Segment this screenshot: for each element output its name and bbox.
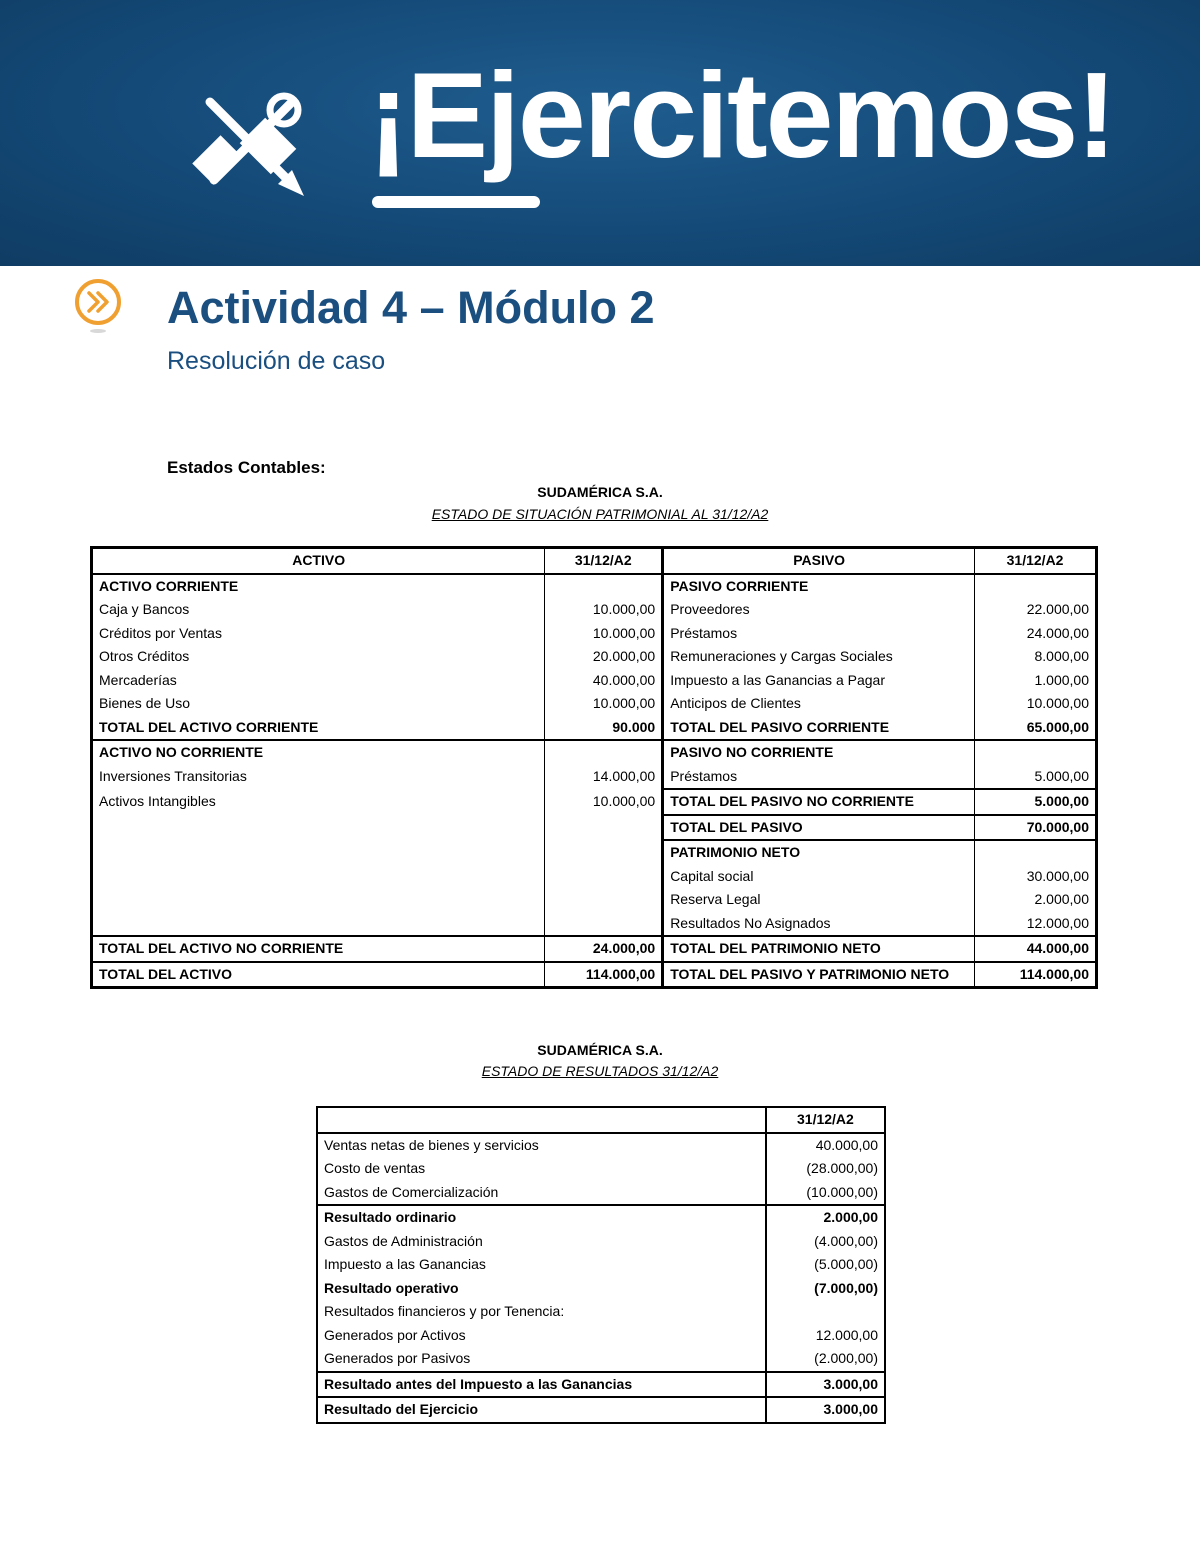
table-cell: Resultados financieros y por Tenencia: bbox=[317, 1300, 766, 1324]
table-cell: Impuesto a las Ganancias a Pagar bbox=[663, 669, 975, 693]
table-cell: (5.000,00) bbox=[814, 1256, 878, 1272]
table-cell: Capital social bbox=[663, 865, 975, 889]
table-cell: PATRIMONIO NETO bbox=[663, 840, 975, 865]
table-cell: Créditos por Ventas bbox=[92, 622, 545, 646]
section-label: Estados Contables: bbox=[167, 458, 326, 477]
table-row bbox=[92, 598, 1097, 622]
is-company: SUDAMÉRICA S.A. bbox=[537, 1042, 663, 1058]
table-cell: TOTAL DEL PASIVO Y PATRIMONIO NETO bbox=[663, 962, 975, 988]
table-cell: TOTAL DEL ACTIVO bbox=[92, 962, 545, 988]
table-cell bbox=[545, 865, 663, 889]
table-cell: Resultado ordinario bbox=[317, 1205, 766, 1230]
bs-company: SUDAMÉRICA S.A. bbox=[537, 484, 663, 500]
table-cell: 12.000,00 bbox=[815, 1326, 878, 1343]
table-cell: 40.000,00 bbox=[815, 1136, 878, 1153]
table-cell: TOTAL DEL ACTIVO CORRIENTE bbox=[92, 716, 545, 741]
table-cell: 2.000,00 bbox=[1034, 891, 1089, 907]
income-statement-table bbox=[316, 1106, 886, 1424]
table-cell bbox=[545, 740, 663, 765]
table-cell: Resultado antes del Impuesto a las Ganancias bbox=[317, 1372, 766, 1398]
table-row bbox=[92, 789, 1097, 815]
table-cell: Préstamos bbox=[663, 765, 975, 790]
table-cell: 90.000 bbox=[545, 716, 663, 741]
col-header: 31/12/A2 bbox=[545, 548, 663, 574]
bs-heading: ESTADO DE SITUACIÓN PATRIMONIAL AL 31/12/A2 bbox=[431, 506, 769, 522]
table-cell: Generados por Activos bbox=[317, 1324, 766, 1348]
table-cell: (2.000,00) bbox=[814, 1350, 878, 1366]
table-row bbox=[317, 1324, 885, 1348]
table-row bbox=[92, 574, 1097, 599]
table-cell bbox=[545, 888, 663, 912]
table-cell: 65.000,00 bbox=[975, 716, 1097, 741]
table-row bbox=[92, 692, 1097, 716]
table-row bbox=[92, 865, 1097, 889]
table-cell: 10.000,00 bbox=[545, 598, 663, 622]
table-cell: TOTAL DEL PASIVO bbox=[663, 815, 975, 841]
table-cell: ACTIVO CORRIENTE bbox=[92, 574, 545, 599]
banner bbox=[0, 0, 1200, 266]
col-header: PASIVO bbox=[663, 548, 975, 574]
balance-sheet-table bbox=[90, 546, 1098, 989]
table-cell: Impuesto a las Ganancias bbox=[317, 1253, 766, 1277]
table-row bbox=[92, 669, 1097, 693]
table-cell: Proveedores bbox=[663, 598, 975, 622]
table-cell: Activos Intangibles bbox=[92, 789, 545, 815]
table-cell: TOTAL DEL PASIVO CORRIENTE bbox=[663, 716, 975, 741]
col-header: 31/12/A2 bbox=[975, 548, 1097, 574]
table-cell: Reserva Legal bbox=[663, 888, 975, 912]
table-cell: 20.000,00 bbox=[545, 645, 663, 669]
table-cell bbox=[975, 740, 1097, 765]
table-cell bbox=[92, 840, 545, 865]
table-row bbox=[317, 1230, 885, 1254]
table-header-row bbox=[92, 548, 1097, 574]
table-cell: PASIVO NO CORRIENTE bbox=[663, 740, 975, 765]
table-cell: Mercaderías bbox=[92, 669, 545, 693]
table-row bbox=[317, 1277, 885, 1301]
table-row bbox=[317, 1253, 885, 1277]
table-row bbox=[92, 716, 1097, 741]
table-cell: 3.000,00 bbox=[766, 1397, 885, 1423]
col-header-blank bbox=[317, 1107, 766, 1133]
table-cell bbox=[545, 912, 663, 937]
table-cell: 3.000,00 bbox=[766, 1372, 885, 1398]
table-cell: 114.000,00 bbox=[545, 962, 663, 988]
table-row bbox=[317, 1133, 885, 1158]
table-cell: 5.000,00 bbox=[975, 789, 1097, 815]
table-cell: 10.000,00 bbox=[1026, 695, 1089, 711]
table-cell: 24.000,00 bbox=[1026, 624, 1089, 641]
table-cell bbox=[975, 574, 1097, 599]
table-cell: Caja y Bancos bbox=[92, 598, 545, 622]
table-cell bbox=[92, 815, 545, 841]
page-subtitle: Resolución de caso bbox=[167, 347, 386, 375]
table-cell: Otros Créditos bbox=[92, 645, 545, 669]
is-heading: ESTADO DE RESULTADOS 31/12/A2 bbox=[481, 1063, 719, 1079]
table-header-row bbox=[317, 1107, 885, 1133]
table-cell: TOTAL DEL PASIVO NO CORRIENTE bbox=[663, 789, 975, 815]
table-cell: 22.000,00 bbox=[1026, 601, 1089, 617]
table-cell bbox=[975, 840, 1097, 865]
table-row bbox=[92, 645, 1097, 669]
table-cell: Gastos de Comercialización bbox=[317, 1181, 766, 1206]
table-cell bbox=[92, 888, 545, 912]
col-header: 31/12/A2 bbox=[766, 1107, 885, 1133]
page-title: Actividad 4 – Módulo 2 bbox=[167, 282, 655, 333]
table-cell: Generados por Pasivos bbox=[317, 1347, 766, 1372]
table-row bbox=[317, 1181, 885, 1206]
table-row bbox=[317, 1372, 885, 1398]
banner-underline bbox=[372, 196, 540, 208]
table-cell bbox=[766, 1300, 885, 1324]
table-cell: Costo de ventas bbox=[317, 1157, 766, 1181]
table-cell: 30.000,00 bbox=[1026, 867, 1089, 884]
table-cell bbox=[92, 865, 545, 889]
table-row bbox=[92, 815, 1097, 841]
table-cell: Resultados No Asignados bbox=[663, 912, 975, 937]
table-cell: Bienes de Uso bbox=[92, 692, 545, 716]
table-row bbox=[317, 1205, 885, 1230]
banner-title: ¡Ejercitemos! bbox=[368, 47, 1115, 183]
table-cell: 44.000,00 bbox=[975, 936, 1097, 962]
table-cell: ACTIVO NO CORRIENTE bbox=[92, 740, 545, 765]
table-cell: 40.000,00 bbox=[545, 669, 663, 693]
table-cell: Préstamos bbox=[663, 622, 975, 646]
table-row bbox=[92, 622, 1097, 646]
col-header: ACTIVO bbox=[92, 548, 545, 574]
table-cell: (10.000,00) bbox=[806, 1183, 878, 1200]
table-cell: 10.000,00 bbox=[545, 622, 663, 646]
table-cell: 8.000,00 bbox=[1034, 648, 1089, 664]
table-row bbox=[92, 962, 1097, 988]
table-cell: (4.000,00) bbox=[814, 1232, 878, 1249]
table-cell: (7.000,00) bbox=[814, 1279, 878, 1296]
tools-icon bbox=[192, 84, 312, 204]
table-row bbox=[92, 888, 1097, 912]
table-cell: Resultado operativo bbox=[317, 1277, 766, 1301]
table-row bbox=[317, 1397, 885, 1423]
table-cell: 10.000,00 bbox=[545, 692, 663, 716]
table-cell: TOTAL DEL PATRIMONIO NETO bbox=[663, 936, 975, 962]
table-cell: 10.000,00 bbox=[545, 789, 663, 815]
table-cell: 14.000,00 bbox=[545, 765, 663, 790]
table-row bbox=[92, 740, 1097, 765]
table-cell: Resultado del Ejercicio bbox=[317, 1397, 766, 1423]
table-cell: (28.000,00) bbox=[806, 1160, 878, 1176]
table-cell bbox=[545, 815, 663, 841]
table-cell: 12.000,00 bbox=[1026, 914, 1089, 931]
table-cell: Anticipos de Clientes bbox=[663, 692, 975, 716]
table-row bbox=[317, 1347, 885, 1372]
table-row bbox=[92, 840, 1097, 865]
table-cell: 70.000,00 bbox=[975, 815, 1097, 841]
table-cell: 24.000,00 bbox=[545, 936, 663, 962]
table-cell: Ventas netas de bienes y servicios bbox=[317, 1133, 766, 1158]
table-cell: 2.000,00 bbox=[766, 1205, 885, 1230]
table-cell: TOTAL DEL ACTIVO NO CORRIENTE bbox=[92, 936, 545, 962]
table-row bbox=[317, 1157, 885, 1181]
table-cell bbox=[545, 840, 663, 865]
double-chevron-icon bbox=[72, 278, 124, 334]
table-row bbox=[92, 936, 1097, 962]
table-cell: 1.000,00 bbox=[1034, 671, 1089, 688]
table-row bbox=[92, 765, 1097, 790]
table-cell: Remuneraciones y Cargas Sociales bbox=[663, 645, 975, 669]
table-row bbox=[317, 1300, 885, 1324]
table-cell: Gastos de Administración bbox=[317, 1230, 766, 1254]
table-cell: 5.000,00 bbox=[1034, 767, 1089, 784]
table-cell: PASIVO CORRIENTE bbox=[663, 574, 975, 599]
table-cell: 114.000,00 bbox=[975, 962, 1097, 988]
table-cell bbox=[92, 912, 545, 937]
table-cell: Inversiones Transitorias bbox=[92, 765, 545, 790]
table-row bbox=[92, 912, 1097, 937]
table-cell bbox=[545, 574, 663, 599]
